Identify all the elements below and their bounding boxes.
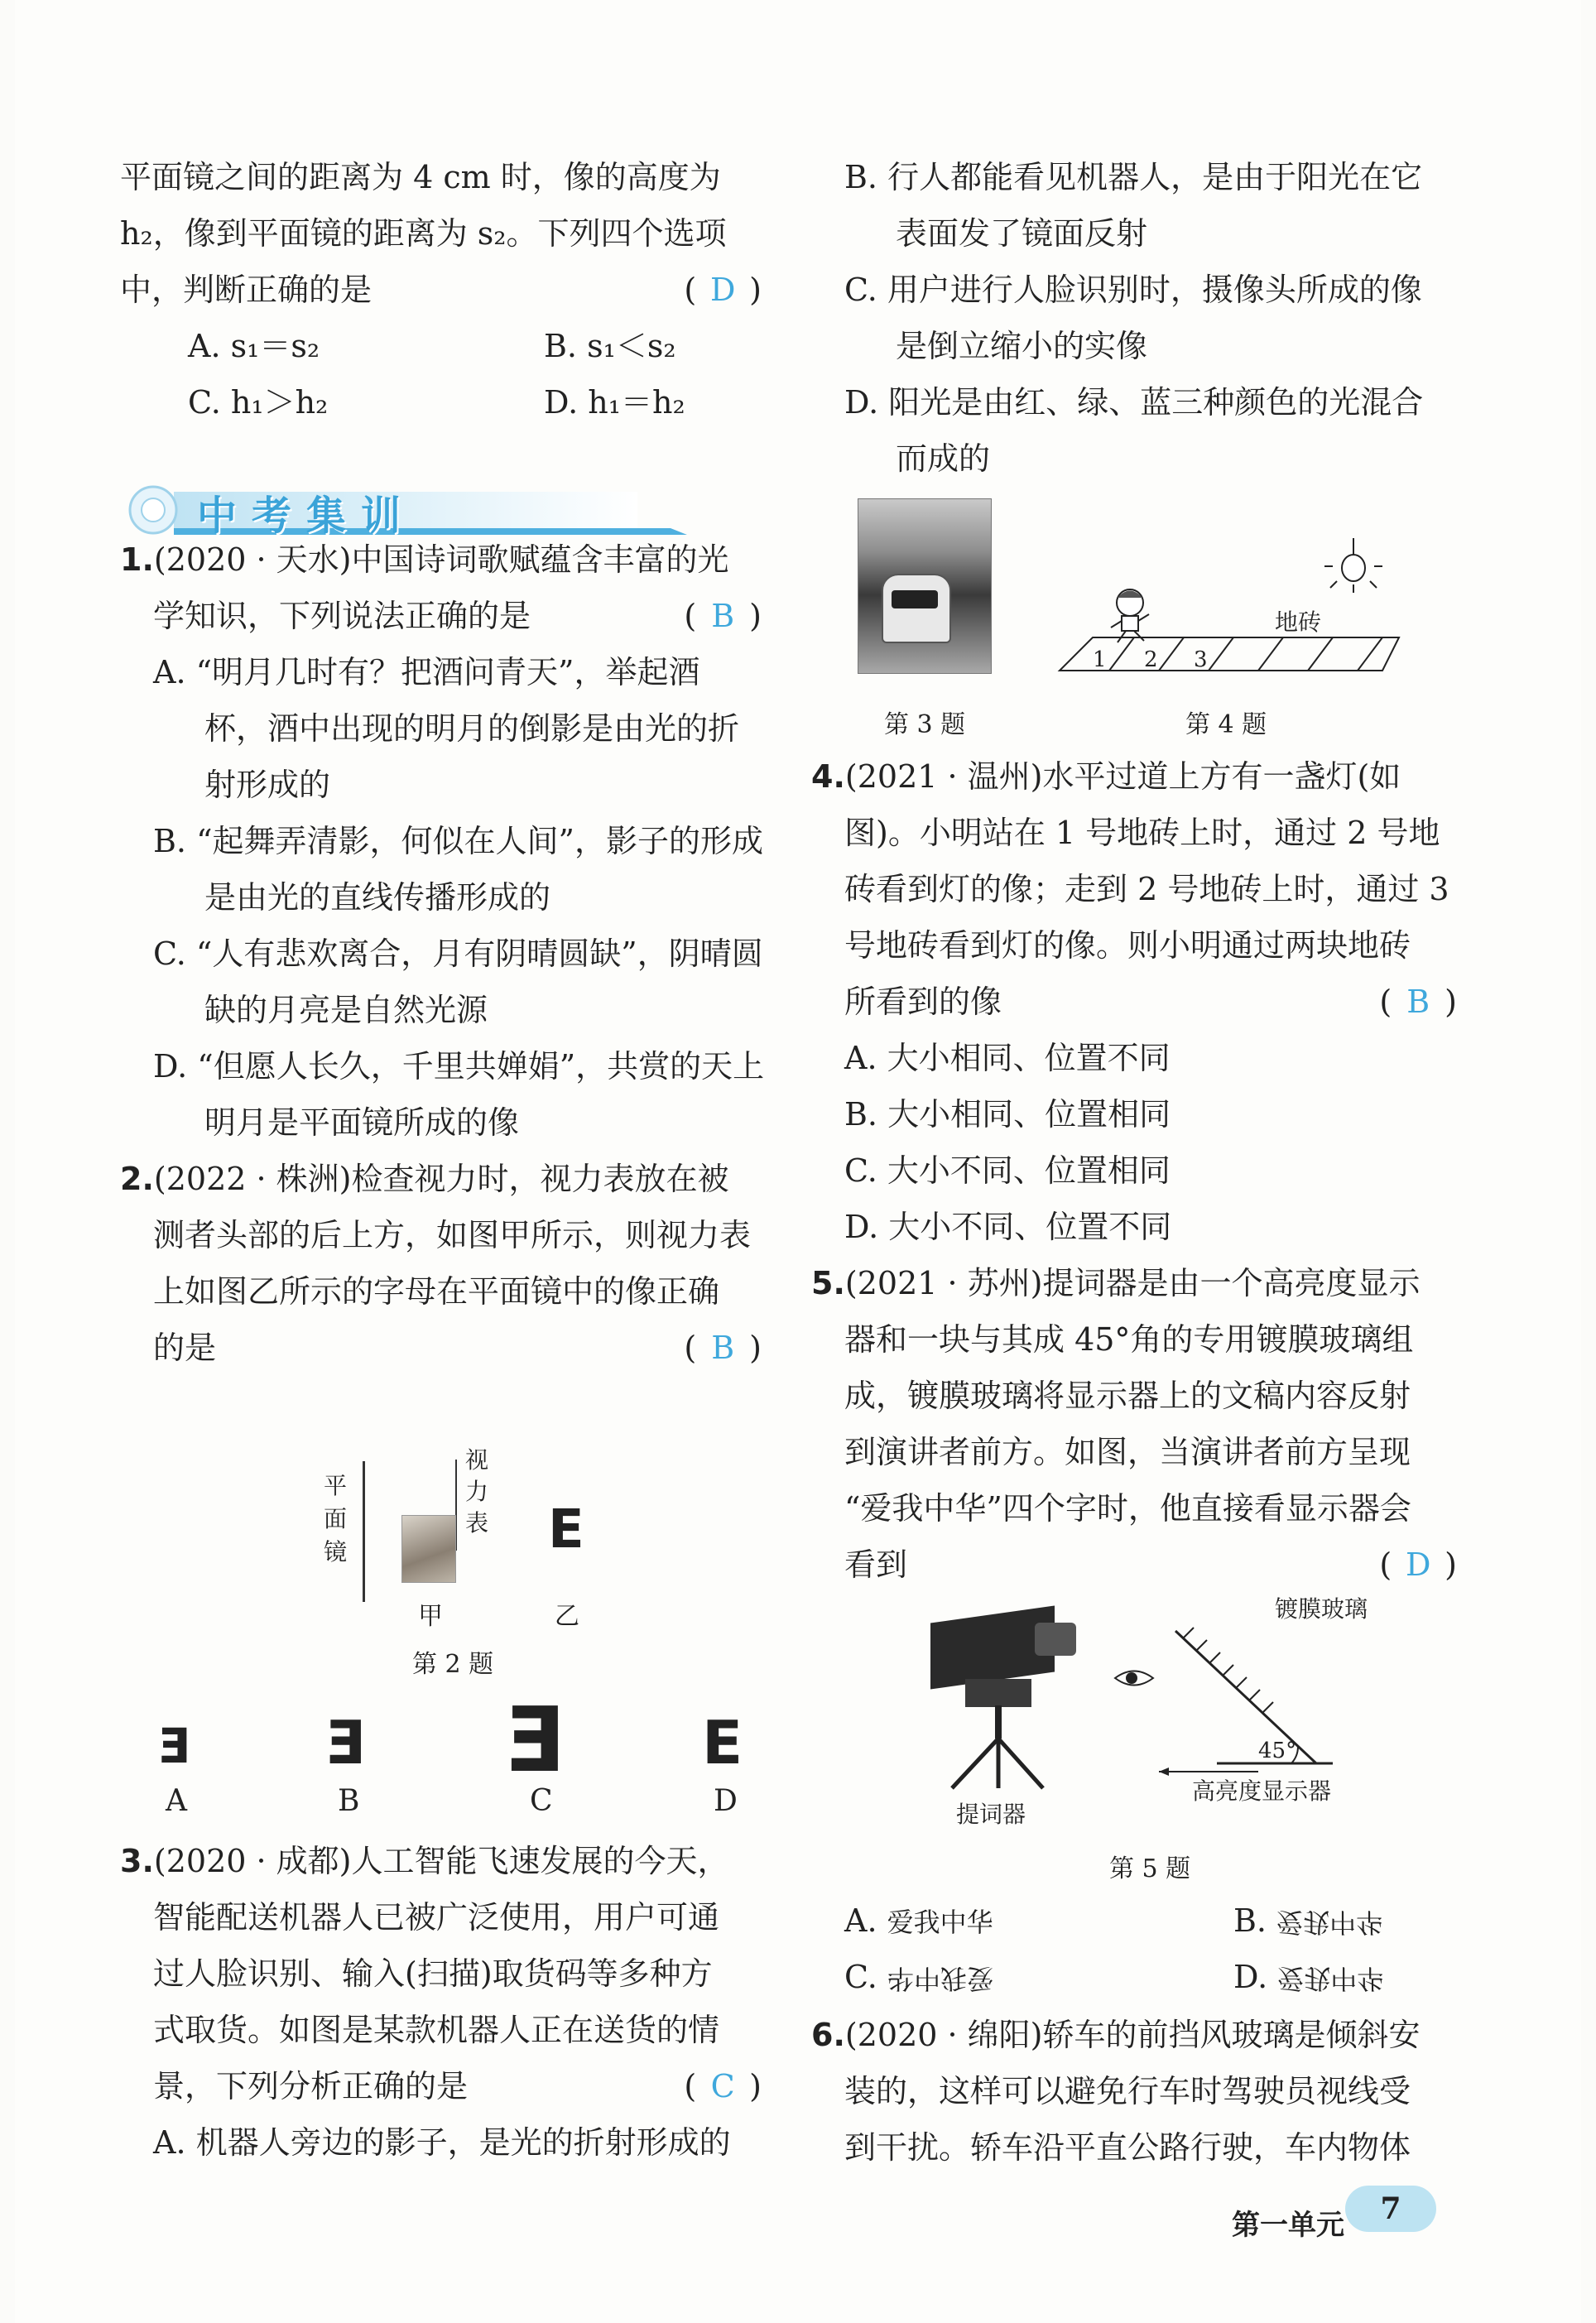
q1-option-a: A. “明月几时有？把酒问青天”，举起酒 [153, 654, 700, 690]
q5-option-a-text: 爱我中华 [887, 1907, 993, 1938]
q2-figure [323, 1445, 621, 1635]
q1-stem-1: (2020 · 天水)中国诗词歌赋蕴含丰富的光 [153, 541, 729, 578]
q5-caption: 第 5 题 [1109, 1854, 1191, 1883]
q1-option-c-cont: 缺的月亮是自然光源 [204, 992, 488, 1028]
q5-option-d [1233, 1949, 1383, 2007]
angle-label: 45° [1258, 1739, 1297, 1763]
q3-stem-1: (2020 · 成都)人工智能飞速发展的今天， [153, 1843, 729, 1879]
mirror-label [323, 1469, 348, 1569]
mirror-label-char: 平 [323, 1472, 347, 1499]
brick-num-3: 3 [1194, 647, 1208, 672]
q5-number: 5. [811, 1265, 845, 1301]
q3-line-4: 式取货。如图是某款机器人正在送货的情 [153, 2012, 720, 2048]
q4-stem-5: 所看到的像 [844, 984, 1002, 1020]
q4-line-3: 砖看到灯的像；走到 2 号地砖上时，通过 3 [844, 871, 1449, 907]
answer-bracket: ( B ) [684, 588, 762, 644]
q3-option-c-cont: 是倒立缩小的实像 [896, 328, 1148, 364]
q5-line-3: 成，镀膜玻璃将显示器上的文稿内容反射 [844, 1378, 1411, 1414]
q2-line-2: 测者头部的后上方，如图甲所示，则视力表 [153, 1217, 752, 1253]
unit-label: 第一单元 [1232, 2209, 1344, 2242]
jia-label: 甲 [418, 1602, 443, 1631]
q2-line-4 [120, 1320, 762, 1376]
q6-line-1 [811, 2007, 1457, 2063]
q5-line-5: “爱我中华”四个字时，他直接看显示器会 [844, 1490, 1411, 1527]
answer-text: D [709, 272, 736, 308]
q3-line-2: 智能配送机器人已被广泛使用，用户可通 [153, 1899, 720, 1936]
chart-label-char: 力 [465, 1478, 489, 1505]
q1-number: 1. [120, 541, 154, 578]
q4-block [811, 748, 1457, 1593]
q5-option-a [844, 1893, 993, 1950]
q4-figure [1051, 538, 1416, 679]
q3-line-1 [120, 1833, 762, 1889]
q4-stem-1: (2021 · 温州)水平过道上方有一盏灯(如 [844, 758, 1401, 795]
q5-option-c [844, 1949, 993, 2007]
q5-line-4: 到演讲者前方。如图，当演讲者前方呈现 [844, 1434, 1411, 1470]
option-b-letter: B [338, 1784, 360, 1818]
q5-option-c-text: 爱我中华 [887, 1963, 993, 1994]
yi-label: 乙 [555, 1602, 579, 1631]
q2-stem-4: 的是 [153, 1330, 217, 1366]
option-a-letter: A [166, 1784, 187, 1818]
intro-line-1: 平面镜之间的距离为 4 cm 时，像的高度为 [120, 159, 721, 195]
glass-diagram [1159, 1623, 1382, 1788]
answer-text: B [1406, 984, 1430, 1020]
mirror-label-char: 面 [323, 1505, 347, 1532]
q4-option-b: B. 大小相同、位置相同 [844, 1096, 1171, 1133]
answer-text: C [710, 2068, 735, 2104]
chart-label [465, 1445, 488, 1539]
q5-line-1 [811, 1255, 1457, 1311]
prompter-camera [1035, 1623, 1076, 1656]
q3-caption: 第 3 题 [884, 710, 966, 739]
q4-line-1 [811, 748, 1457, 805]
section-banner [124, 477, 687, 543]
q4-line-2: 图)。小明站在 1 号地砖上时，通过 2 号地 [844, 815, 1440, 851]
q3-option-d-cont: 而成的 [896, 440, 991, 477]
q2-caption: 第 2 题 [412, 1650, 494, 1679]
q1-option-d-cont: 明月是平面镜所成的像 [204, 1104, 520, 1141]
q5-stem-6: 看到 [844, 1546, 908, 1583]
q5-figure [919, 1590, 1382, 1838]
option-c: C. h₁＞h₂ [188, 384, 329, 421]
q3-option-d: D. 阳光是由红、绿、蓝三种颜色的光混合 [844, 384, 1424, 421]
q1-option-c: C. “人有悲欢离合，月有阴晴圆缺”，阴晴圆 [153, 935, 763, 972]
answer-text: B [711, 1330, 735, 1366]
chart-label-char: 视 [465, 1446, 489, 1474]
display-label: 高亮度显示器 [1192, 1777, 1332, 1805]
q3-option-b: B. 行人都能看见机器人，是由于阳光在它 [844, 159, 1423, 195]
q4-number: 4. [811, 758, 845, 795]
q5-option-c-letter: C. [844, 1959, 877, 1995]
option-d-letter: D [714, 1784, 738, 1818]
q5-stem-1: (2021 · 苏州)提词器是由一个高亮度显示 [844, 1265, 1421, 1301]
eye-icon [1113, 1664, 1155, 1692]
q5-option-b-text: 爱我中华 [1276, 1907, 1383, 1938]
q1-option-a-cont: 杯，酒中出现的明月的倒影是由光的折 [204, 710, 740, 747]
q1-stem-2: 学知识，下列说法正确的是 [153, 598, 531, 634]
answer-bracket: ( B ) [684, 1320, 762, 1376]
q6-line-2: 装的，这样可以避免行车时驾驶员视线受 [844, 2073, 1411, 2109]
answer-bracket: ( B ) [1379, 974, 1457, 1030]
person-photo [401, 1515, 456, 1583]
option-b: B. s₁＜s₂ [544, 328, 676, 364]
q2-stem-1: (2022 · 株洲)检查视力时，视力表放在被 [153, 1161, 729, 1197]
q6-number: 6. [811, 2017, 845, 2053]
q1-option-a-cont: 射形成的 [204, 767, 331, 803]
prompter-label: 提词器 [956, 1801, 1026, 1828]
q5-options-row-2 [844, 1949, 1457, 2005]
q5-option-b [1233, 1893, 1382, 1950]
answer-bracket: ( D ) [684, 262, 762, 318]
q2-line-1 [120, 1151, 762, 1207]
q3-number: 3. [120, 1843, 154, 1879]
q5-option-b-letter: B. [1233, 1902, 1267, 1939]
answer-text: D [1405, 1546, 1431, 1583]
q5-line-6 [811, 1537, 1457, 1593]
intro-line-3 [120, 262, 762, 318]
q3-block [120, 1833, 762, 2171]
q2-line-3: 上如图乙所示的字母在平面镜中的像正确 [153, 1273, 720, 1310]
q5-options-row-1 [844, 1893, 1457, 1949]
q1-option-b-cont: 是由光的直线传播形成的 [204, 879, 551, 916]
mirror-line [363, 1461, 365, 1602]
option-d-glyph: E [702, 1708, 743, 1777]
q5-option-d-text: 爱我中华 [1277, 1963, 1384, 1994]
q1-line-2 [120, 588, 762, 644]
q3-photo [858, 498, 992, 674]
section-title-text: 中考集训 [197, 493, 416, 539]
answer-bracket: ( D ) [1379, 1537, 1457, 1593]
q2-options [149, 1689, 762, 1825]
q6-stem-1: (2020 · 绵阳)轿车的前挡风玻璃是倾斜安 [844, 2017, 1421, 2053]
prompter-body [965, 1679, 1031, 1707]
page-number: 7 [1345, 2186, 1436, 2232]
q1-option-b: B. “起舞弄清影，何似在人间”，影子的形成 [153, 823, 763, 859]
answer-text: B [711, 598, 735, 634]
chart-label-char: 表 [465, 1509, 489, 1537]
q4-caption: 第 4 题 [1185, 710, 1267, 739]
robot-screen [892, 590, 938, 608]
q5-options [844, 1893, 1457, 2005]
q3-option-b-cont: 表面发了镜面反射 [896, 215, 1148, 252]
q5-line-2: 器和一块与其成 45°角的专用镀膜玻璃组 [844, 1321, 1414, 1358]
option-b-glyph: Ǝ [324, 1708, 366, 1777]
q5-option-d-letter: D. [1233, 1959, 1268, 1995]
q4-option-d: D. 大小不同、位置不同 [844, 1209, 1172, 1245]
tripod [919, 1705, 1084, 1805]
option-a: A. s₁＝s₂ [188, 328, 320, 364]
option-c-letter: C [530, 1784, 553, 1818]
q4-line-4: 号地砖看到灯的像。则小明通过两块地砖 [844, 927, 1411, 964]
q6-line-3: 到干扰。轿车沿平直公路行驶，车内物体 [844, 2129, 1411, 2166]
q4-line-5 [811, 974, 1457, 1030]
letter-e: E [548, 1499, 584, 1561]
q5-option-a-letter: A. [844, 1902, 877, 1939]
brick-num-2: 2 [1144, 647, 1158, 672]
option-d: D. h₁＝h₂ [544, 384, 685, 421]
q4-option-a: A. 大小相同、位置不同 [844, 1040, 1171, 1076]
brick-label: 地砖 [1275, 608, 1322, 636]
q1-option-d: D. “但愿人长久，千里共婵娟”，共赏的天上 [153, 1048, 765, 1085]
q3-line-3: 过人脸识别、输入(扫描)取货码等多种方 [153, 1955, 713, 1992]
q6-block [811, 2007, 1457, 2176]
option-c-glyph: Ǝ [503, 1689, 565, 1792]
answer-bracket: ( C ) [684, 2058, 762, 2114]
left-column [120, 149, 765, 1376]
option-a-glyph: Ǝ [157, 1718, 190, 1774]
brick-num-1: 1 [1093, 647, 1107, 672]
glass-label: 镀膜玻璃 [1275, 1595, 1368, 1623]
mirror-label-char: 镜 [323, 1538, 347, 1566]
intro-options-row-1 [120, 318, 762, 374]
q2-number: 2. [120, 1161, 154, 1197]
right-column [811, 149, 1457, 487]
robot-shape [882, 574, 951, 643]
intro-options-row-2 [120, 374, 762, 430]
q3-option-a: A. 机器人旁边的影子，是光的折射形成的 [153, 2124, 731, 2161]
q3-stem-5: 景，下列分析正确的是 [153, 2068, 469, 2104]
q4-option-c: C. 大小不同、位置相同 [844, 1152, 1171, 1189]
q3-line-5 [120, 2058, 762, 2114]
intro-stem: 中，判断正确的是 [120, 272, 373, 308]
intro-line-2: h₂，像到平面镜的距离为 s₂。下列四个选项 [120, 215, 727, 252]
q3-option-c: C. 用户进行人脸识别时，摄像头所成的像 [844, 272, 1422, 308]
